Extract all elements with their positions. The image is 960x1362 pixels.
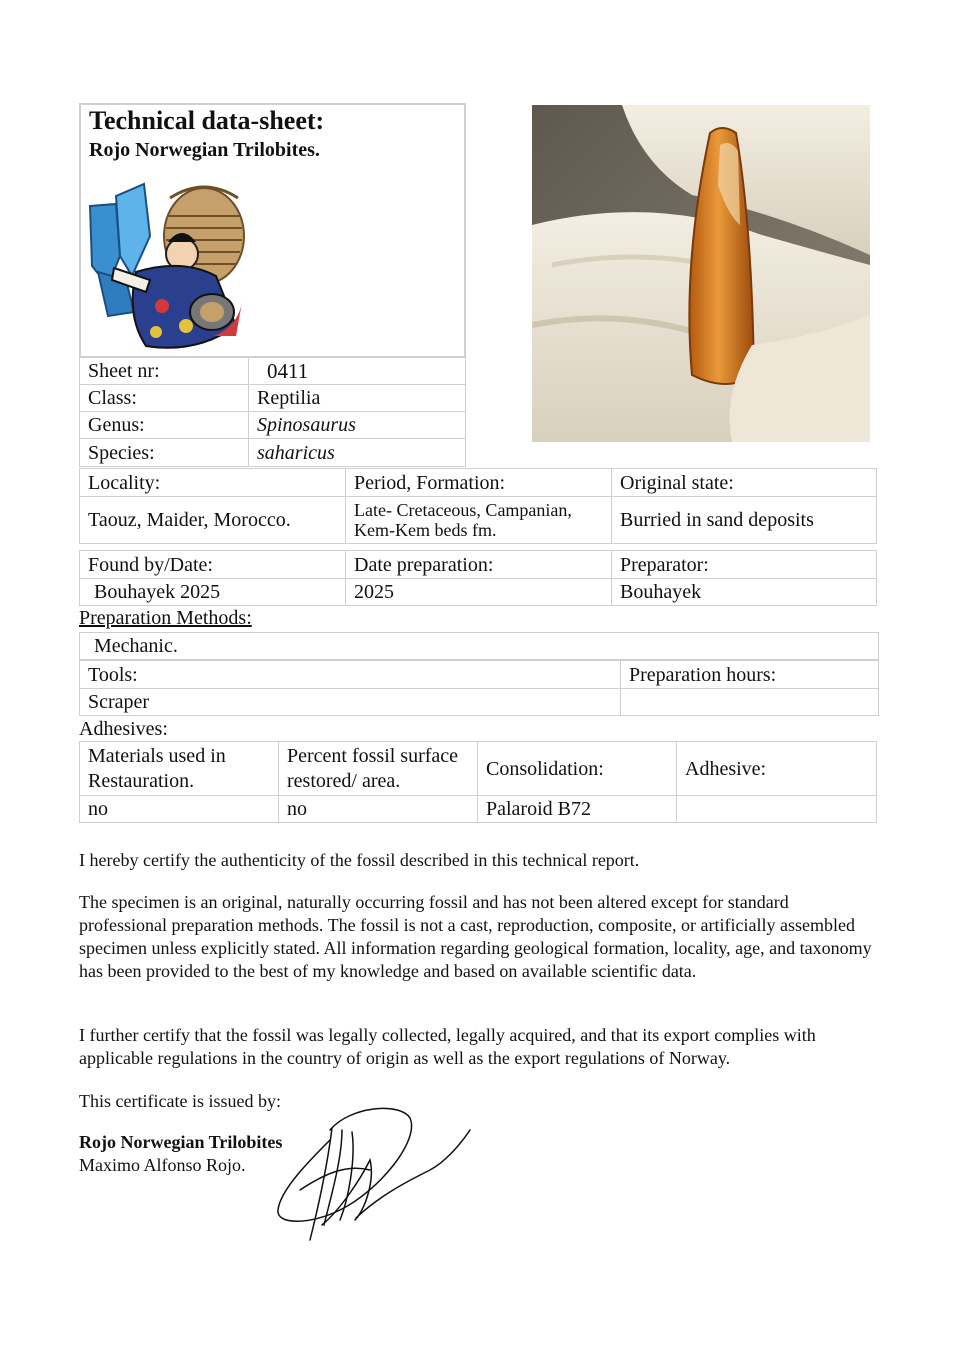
consolidation-value: Palaroid B72 [477,795,677,823]
species-label: Species: [79,438,249,467]
adhesive-value [676,795,877,823]
percent-restored-value: no [278,795,478,823]
trilobite-samurai-logo-icon [86,176,246,354]
found-by-label: Found by/Date: [79,550,346,579]
sheet-nr-label: Sheet nr: [79,357,249,385]
found-by-value: Bouhayek 2025 [79,578,346,606]
genus-value: Spinosaurus [248,411,466,439]
genus-label: Genus: [79,411,249,439]
tools-value: Scraper [79,688,621,716]
adhesives-label: Adhesives: [79,718,168,740]
preparator-value: Bouhayek [611,578,877,606]
species-value: saharicus [248,438,466,467]
sheet-nr-value: 0411 [248,357,466,385]
preparator-label: Preparator: [611,550,877,579]
page-title: Technical data-sheet: [89,106,325,135]
preparation-methods-label: Preparation Methods: [79,607,252,629]
class-value: Reptilia [248,384,466,412]
period-value: Late- Cretaceous, Campanian, Kem-Kem beds fm. [345,496,612,544]
class-label: Class: [79,384,249,412]
period-label: Period, Formation: [345,468,612,497]
date-preparation-label: Date preparation: [345,550,612,579]
original-state-value: Burried in sand deposits [611,496,877,544]
percent-restored-label: Percent fossil surface restored/ area. [278,741,478,796]
certificate-paragraph-1: I hereby certify the authenticity of the fossil described in this technical report. [79,850,640,870]
consolidation-label: Consolidation: [477,741,677,796]
date-preparation-value: 2025 [345,578,612,606]
company-name: Rojo Norwegian Trilobites [79,1132,283,1152]
materials-value: no [79,795,279,823]
page-subtitle: Rojo Norwegian Trilobites. [89,139,320,161]
preparation-methods-value: Mechanic. [79,632,879,660]
preparation-hours-value [620,688,879,716]
certificate-paragraph-2: The specimen is an original, naturally occurring fossil and has not been altered except for standard professional preparation methods. The fossil is not a cast, reproduction, composite, or artificially assembled specimen unless explicitly stated. All information regarding geological formation, locality, age, and taxonomy has been provided to the best of my knowledge and based on available scientific data. [79,892,872,981]
issued-by-text: This certificate is issued by: [79,1091,281,1111]
signature-icon [270,1100,480,1250]
tools-label: Tools: [79,660,621,689]
person-name: Maximo Alfonso Rojo. [79,1155,246,1175]
original-state-label: Original state: [611,468,877,497]
fossil-tooth-photo-icon [532,105,870,442]
locality-label: Locality: [79,468,346,497]
preparation-hours-label: Preparation hours: [620,660,879,689]
adhesive-label: Adhesive: [676,741,877,796]
locality-value: Taouz, Maider, Morocco. [79,496,346,544]
certificate-paragraph-3: I further certify that the fossil was legally collected, legally acquired, and that its export complies with applicable regulations in the country of origin as well as the export regulations of Norway. [79,1025,816,1068]
materials-label: Materials used in Restauration. [79,741,279,796]
